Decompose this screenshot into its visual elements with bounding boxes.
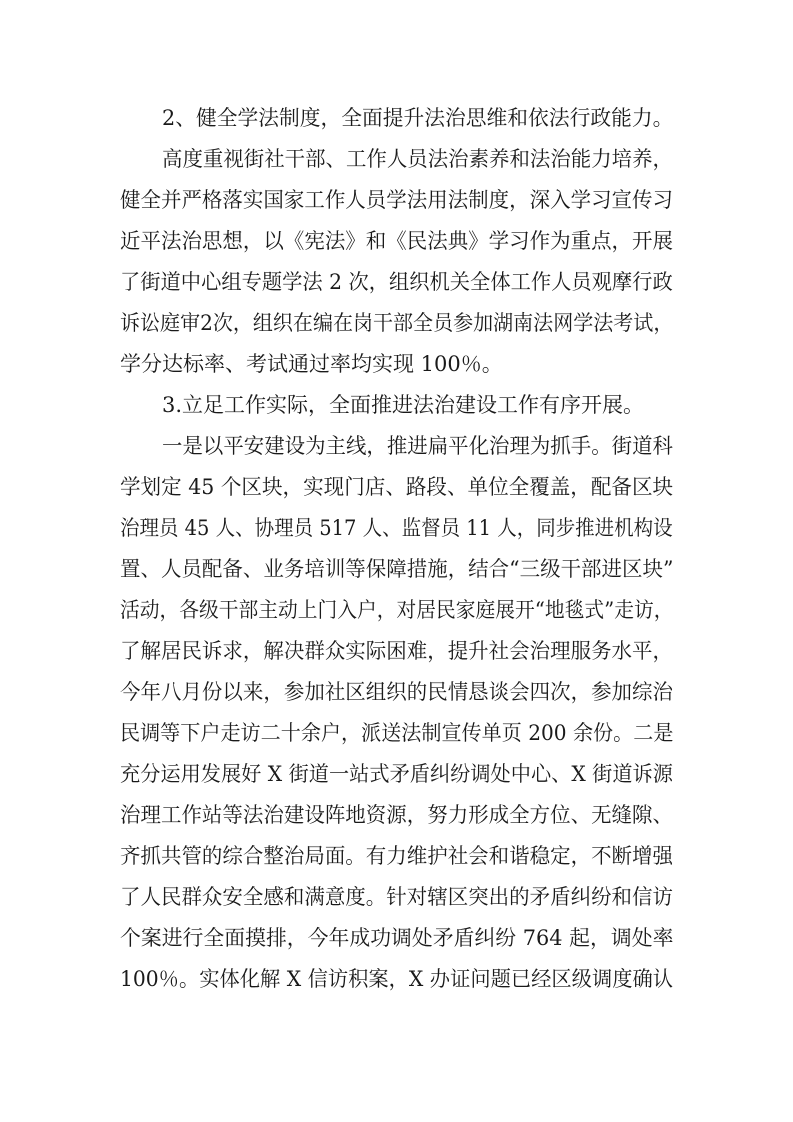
paragraph-line: 学划定 45 个区块，实现门店、路段、单位全覆盖，配备区块: [120, 475, 674, 499]
section-heading-2: 2、健全学法制度，全面提升法治思维和依法行政能力。: [162, 106, 674, 130]
paragraph-line: 今年八月份以来，参加社区组织的民情恳谈会四次，参加综治: [120, 680, 673, 704]
paragraph-line: 一是以平安建设为主线，推进扁平化治理为抓手。街道科: [162, 434, 673, 458]
paragraph-line: 个案进行全面摸排，今年成功调处矛盾纠纷 764 起，调处率: [120, 926, 674, 950]
paragraph-line: 100％。实体化解 X 信访积案，X 办证问题已经区级调度确认: [120, 967, 674, 991]
paragraph-line: 民调等下户走访二十余户，派送法制宣传单页 200 余份。二是: [120, 721, 674, 745]
paragraph-line: 高度重视街社干部、工作人员法治素养和法治能力培养，: [162, 147, 673, 171]
paragraph-line: 了街道中心组专题学法 2 次，组织机关全体工作人员观摩行政: [120, 270, 673, 294]
paragraph-line: 置、人员配备、业务培训等保障措施，结合“三级干部进区块”: [120, 557, 674, 581]
paragraph-line: 充分运用发展好 X 街道一站式矛盾纠纷调处中心、X 街道诉源: [120, 762, 673, 786]
section-heading-3: 3.立足工作实际，全面推进法治建设工作有序开展。: [162, 393, 645, 417]
paragraph-line: 近平法治思想，以《宪法》和《民法典》学习作为重点，开展: [120, 229, 673, 253]
paragraph-line: 治理员 45 人、协理员 517 人、监督员 11 人，同步推进机构设: [120, 516, 673, 540]
paragraph-line: 治理工作站等法治建设阵地资源，努力形成全方位、无缝隙、: [120, 803, 673, 827]
paragraph-line: 了解居民诉求，解决群众实际困难，提升社会治理服务水平，: [120, 639, 673, 663]
paragraph-line: 诉讼庭审2次，组织在编在岗干部全员参加湖南法网学法考试，: [120, 311, 674, 335]
paragraph-line: 学分达标率、考试通过率均实现 100％。: [120, 352, 503, 376]
paragraph-line: 齐抓共管的综合整治局面。有力维护社会和谐稳定，不断增强: [120, 844, 673, 868]
paragraph-line: 活动，各级干部主动上门入户，对居民家庭展开“地毯式”走访，: [120, 598, 674, 622]
paragraph-line: 健全并严格落实国家工作人员学法用法制度，深入学习宣传习: [120, 188, 673, 212]
paragraph-line: 了人民群众安全感和满意度。针对辖区突出的矛盾纠纷和信访: [120, 885, 673, 909]
